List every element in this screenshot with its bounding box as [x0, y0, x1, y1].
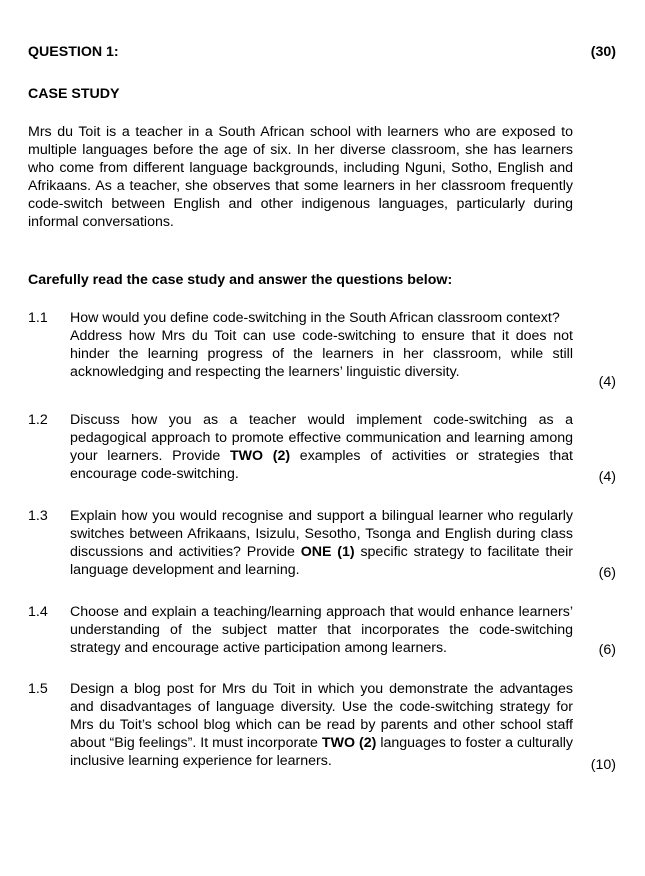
question-emphasis: TWO (2) [229, 448, 291, 464]
question-emphasis: TWO (2) [321, 735, 377, 751]
question-label: QUESTION 1: [28, 44, 119, 60]
question-text-after: specific strategy to facilitate their language development and learning. [70, 544, 573, 578]
question-marks: (4) [598, 374, 616, 390]
question-text [70, 411, 573, 483]
question-number: 1.2 [28, 412, 48, 428]
question-text: Choose and explain a teaching/learning approach that would enhance learners’ understanding of the subject matter that incorporates the code-switching strategy and encourage active participation among learners. [70, 604, 573, 656]
question-number: 1.1 [28, 310, 48, 326]
question-text-after: examples of activities or strategies that encourage code-switching. [70, 448, 573, 482]
question-body [70, 603, 573, 657]
question-number: 1.4 [28, 604, 48, 620]
question-marks: (6) [598, 642, 616, 658]
question-marks: (6) [598, 565, 616, 581]
question-emphasis: ONE (1) [300, 544, 355, 560]
question-marks: (4) [598, 469, 616, 485]
question-body [70, 507, 573, 579]
case-study-text: Mrs du Toit is a teacher in a South African school with learners who are exposed to multiple languages before the age of six. In her diverse classroom, she has learners who come from different language backgrounds, including Nguni, Sotho, English and Afrikaans. As a teacher, she observes that some learners in her classroom frequently code-switch between English and other indigenous languages, particularly during informal conversations. [28, 124, 573, 230]
instruction-text: Carefully read the case study and answer the questions below: [28, 272, 453, 288]
question-marks: (10) [590, 757, 616, 773]
question-number: 1.5 [28, 681, 48, 697]
exam-page [28, 0, 616, 876]
question-body [70, 411, 573, 483]
question-text-part-2: Address how Mrs du Toit can use code-switching to ensure that it does not hinder the learning progress of the learners in her classroom, while still acknowledging and respecting the learners’ linguistic diversity. [70, 328, 573, 380]
question-text-before: Design a blog post for Mrs du Toit in which you demonstrate the advantages and disadvantages of language diversity. Use the code-switching strategy for Mrs du Toit’s school blog which can be read by parents and other school staff about “Big feelings”. It must incorporate [70, 681, 573, 751]
question-text [70, 507, 573, 579]
question-header [28, 43, 616, 61]
question-body [70, 309, 573, 381]
question-text-after: languages to foster a culturally inclusive learning experience for learners. [70, 735, 574, 769]
question-body [70, 680, 573, 770]
total-marks: (30) [590, 44, 616, 60]
question-text-before: Explain how you would recognise and support a bilingual learner who regularly switches between Afrikaans, Isizulu, Sesotho, Tsonga and English during class discussions and activities? Provide [70, 508, 573, 560]
question-text [70, 680, 573, 770]
question-text-before: Discuss how you as a teacher would implement code-switching as a pedagogical approach to promote effective communication and learning among your learners. Provide [70, 412, 573, 464]
question-text-part-1: How would you define code-switching in the South African classroom context? [70, 310, 560, 326]
case-study-title: CASE STUDY [28, 86, 120, 102]
question-number: 1.3 [28, 508, 48, 524]
